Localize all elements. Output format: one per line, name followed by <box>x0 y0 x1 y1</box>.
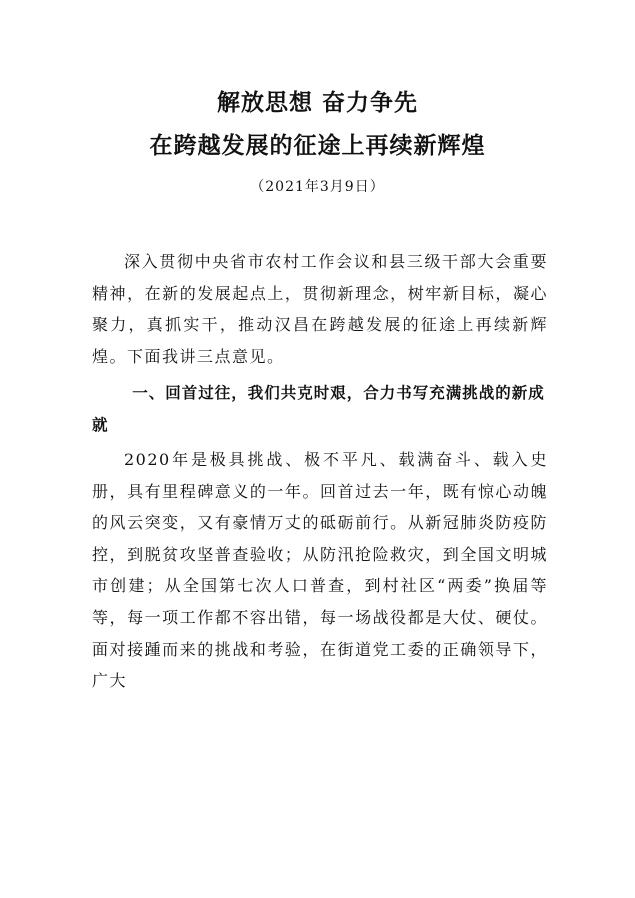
document-title-line-1: 解放思想 奋力争先 <box>216 89 418 116</box>
section-1-paragraph: 2020年是极具挑战、极不平凡、载满奋斗、载入史册，具有里程碑意义的一年。回首过去一年，既有惊心动魄的风云突变，又有豪情万丈的砥砺前行。从新冠肺炎防疫防控，到脱贫攻坚普查验收；从防汛抢险救灾，到全国文明城市创建；从全国第七次人口普查，到村社区“两委”换届等等，每一项工作都不容出错，每一场战役都是大仗、硬仗。面对接踵而来的挑战和考验，在街道党工委的正确领导下，广大 <box>92 450 548 691</box>
document-title-line-2: 在跨越发展的征途上再续新辉煌 <box>149 132 486 159</box>
section-1-heading: 一、回首过往，我们共克时艰，合力书写充满挑战的新成就 <box>92 384 545 434</box>
intro-paragraph: 深入贯彻中央省市农村工作会议和县三级干部大会重要精神，在新的发展起点上，贯彻新理念，树牢新目标，凝心聚力，真抓实干，推动汉昌在跨越发展的征途上再续新辉煌。下面我讲三点意见。 <box>92 252 548 366</box>
document-date: （2021年3月9日） <box>250 179 385 195</box>
